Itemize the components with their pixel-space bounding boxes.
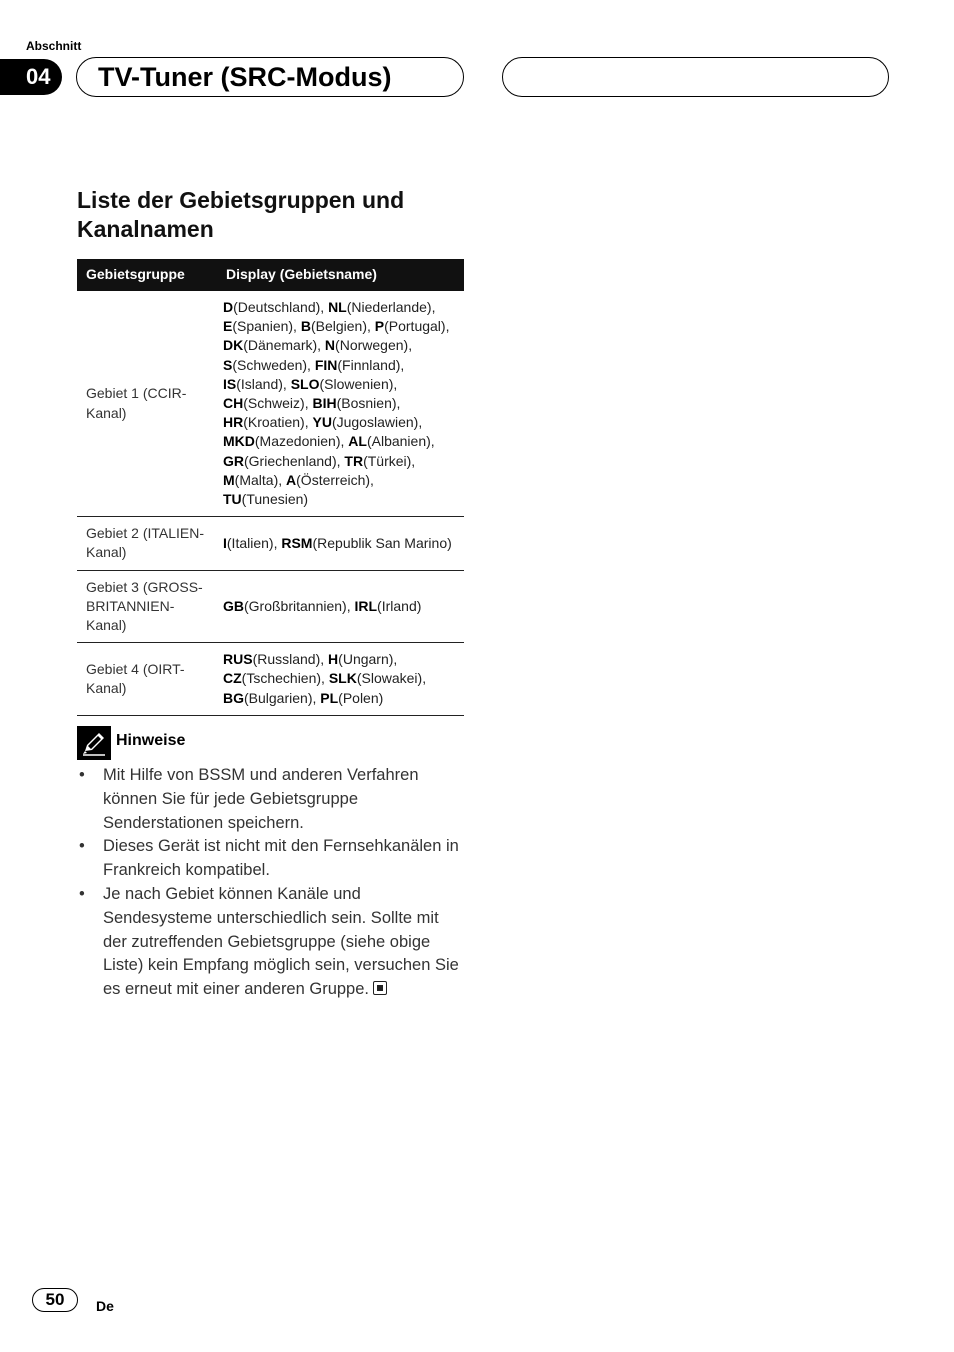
language-code: De bbox=[96, 1298, 114, 1314]
region-code: YU bbox=[312, 414, 332, 431]
region-code: I bbox=[223, 534, 227, 551]
region-code: GB bbox=[223, 597, 244, 614]
table-row bbox=[77, 643, 464, 716]
region-name: (Großbritannien) bbox=[244, 597, 347, 614]
region-name: (Schweiz) bbox=[243, 395, 305, 412]
region-code: P bbox=[374, 318, 385, 335]
region-code: HR bbox=[223, 414, 244, 431]
header-right-frame bbox=[502, 57, 889, 97]
region-group-cell: Gebiet 2 (ITALIEN-Kanal) bbox=[77, 517, 217, 570]
region-code: S bbox=[223, 356, 233, 373]
region-name: (Belgien) bbox=[310, 318, 367, 335]
end-mark-icon bbox=[373, 981, 387, 995]
region-name: (Tschechien) bbox=[241, 670, 322, 687]
region-code: MKD bbox=[223, 433, 255, 450]
region-name: (Griechenland) bbox=[244, 452, 337, 469]
table-header-row bbox=[77, 259, 464, 291]
region-code: IRL bbox=[354, 597, 378, 614]
region-name: (Island) bbox=[236, 375, 283, 392]
region-name: (Dänemark) bbox=[243, 337, 318, 354]
region-display-cell: RUS(Russland), H(Ungarn), CZ(Tschechien), SLK(Slowakei), BG(Bulgarien), PL(Polen) bbox=[217, 643, 464, 716]
region-code: E bbox=[223, 318, 233, 335]
page-number: 50 bbox=[32, 1288, 78, 1312]
region-name: (Jugoslawien) bbox=[331, 414, 419, 431]
region-display-cell: D(Deutschland), NL(Niederlande), E(Spanien), B(Belgien), P(Portugal), DK(Dänemark), N(Norwegen), S(Schweden), FIN(Finnland), IS(Island), SLO(Slowenien), CH(Schweiz), BIH(Bosnien), HR(Kroatien), YU(Jugoslawien), MKD(Mazedonien), AL(Albanien), GR(Griechenland), TR(Türkei), M(Malta), A(Österreich), TU(Tunesien) bbox=[217, 291, 464, 517]
region-name: (Mazedonien) bbox=[254, 433, 341, 450]
region-name: (Malta) bbox=[234, 471, 279, 488]
region-name: (Finnland) bbox=[337, 356, 401, 373]
region-code: NL bbox=[328, 299, 347, 315]
note-item: • Dieses Gerät ist nicht mit den Fernsehkanälen in Frankreich kompatibel. bbox=[79, 837, 459, 880]
region-name: (Österreich) bbox=[296, 471, 371, 488]
region-name: (Portugal) bbox=[384, 318, 446, 335]
table-body bbox=[77, 291, 464, 715]
region-name: (Republik San Marino) bbox=[312, 534, 452, 551]
section-heading: Liste der Gebietsgruppen und Kanalnamen bbox=[77, 187, 405, 242]
region-name: (Tunesien) bbox=[241, 491, 309, 508]
region-name: (Deutschland) bbox=[233, 299, 321, 315]
region-name: (Italien) bbox=[226, 534, 274, 551]
column-header-group: Gebietsgruppe bbox=[77, 259, 217, 291]
region-name: (Irland) bbox=[377, 597, 422, 614]
region-group-cell: Gebiet 1 (CCIR-Kanal) bbox=[77, 291, 217, 517]
table-row bbox=[77, 517, 464, 570]
note-item: • Mit Hilfe von BSSM und anderen Verfahren können Sie für jede Gebietsgruppe Senderstationen speichern. bbox=[79, 766, 419, 832]
notes-list bbox=[77, 764, 465, 1002]
table-row bbox=[77, 570, 464, 643]
region-code: M bbox=[223, 471, 235, 488]
region-name: (Ungarn) bbox=[338, 651, 394, 668]
region-code: H bbox=[328, 651, 339, 668]
region-name: (Spanien) bbox=[232, 318, 294, 335]
region-code: CZ bbox=[223, 670, 242, 687]
region-code: FIN bbox=[314, 356, 338, 373]
region-group-cell: Gebiet 3 (GROSS-BRITANNIEN-Kanal) bbox=[77, 570, 217, 643]
region-name: (Polen) bbox=[338, 689, 384, 706]
region-code: A bbox=[286, 471, 297, 488]
region-code: D bbox=[223, 299, 234, 315]
region-table bbox=[77, 259, 464, 716]
chapter-number-badge: 04 bbox=[0, 59, 62, 95]
note-item: • Je nach Gebiet können Kanäle und Sendesysteme unterschiedlich sein. Sollte mit der zutreffenden Gebietsgruppe (siehe obige Liste) kein Empfang möglich sein, versuchen Sie es erneut mit einer anderen Gruppe. bbox=[79, 884, 459, 999]
table-row bbox=[77, 291, 464, 517]
region-code: SLK bbox=[328, 670, 357, 687]
region-name: (Albanien) bbox=[366, 433, 431, 450]
region-name: (Slowakei) bbox=[356, 670, 423, 687]
region-name: (Niederlande) bbox=[346, 299, 432, 315]
section-label: Abschnitt bbox=[26, 39, 82, 53]
region-code: RSM bbox=[281, 534, 313, 551]
region-code: DK bbox=[223, 337, 244, 354]
notes-title: Hinweise bbox=[116, 732, 186, 749]
region-code: BIH bbox=[312, 395, 337, 412]
region-name: (Kroatien) bbox=[243, 414, 305, 431]
page-title: TV-Tuner (SRC-Modus) bbox=[98, 62, 392, 92]
region-display-cell: I(Italien), RSM(Republik San Marino) bbox=[217, 517, 464, 570]
region-code: CH bbox=[223, 395, 244, 412]
region-group-cell: Gebiet 4 (OIRT-Kanal) bbox=[77, 643, 217, 716]
region-code: BG bbox=[223, 689, 244, 706]
region-code: B bbox=[300, 318, 311, 335]
region-code: N bbox=[324, 337, 336, 354]
region-name: (Norwegen) bbox=[335, 337, 409, 354]
region-code: IS bbox=[223, 375, 237, 392]
column-header-display: Display (Gebietsname) bbox=[217, 259, 464, 291]
region-name: (Slowenien) bbox=[319, 375, 394, 392]
region-name: (Bosnien) bbox=[336, 395, 397, 412]
region-code: TR bbox=[344, 452, 364, 469]
region-name: (Russland) bbox=[252, 651, 321, 668]
region-code: TU bbox=[223, 491, 242, 508]
region-code: RUS bbox=[223, 651, 253, 668]
region-code: GR bbox=[223, 452, 244, 469]
region-name: (Türkei) bbox=[363, 452, 412, 469]
region-code: PL bbox=[320, 689, 339, 706]
region-code: AL bbox=[348, 433, 367, 450]
region-name: (Bulgarien) bbox=[244, 689, 313, 706]
region-name: (Schweden) bbox=[232, 356, 308, 373]
pencil-icon bbox=[77, 726, 111, 760]
region-code: SLO bbox=[290, 375, 320, 392]
region-display-cell: GB(Großbritannien), IRL(Irland) bbox=[217, 570, 464, 643]
